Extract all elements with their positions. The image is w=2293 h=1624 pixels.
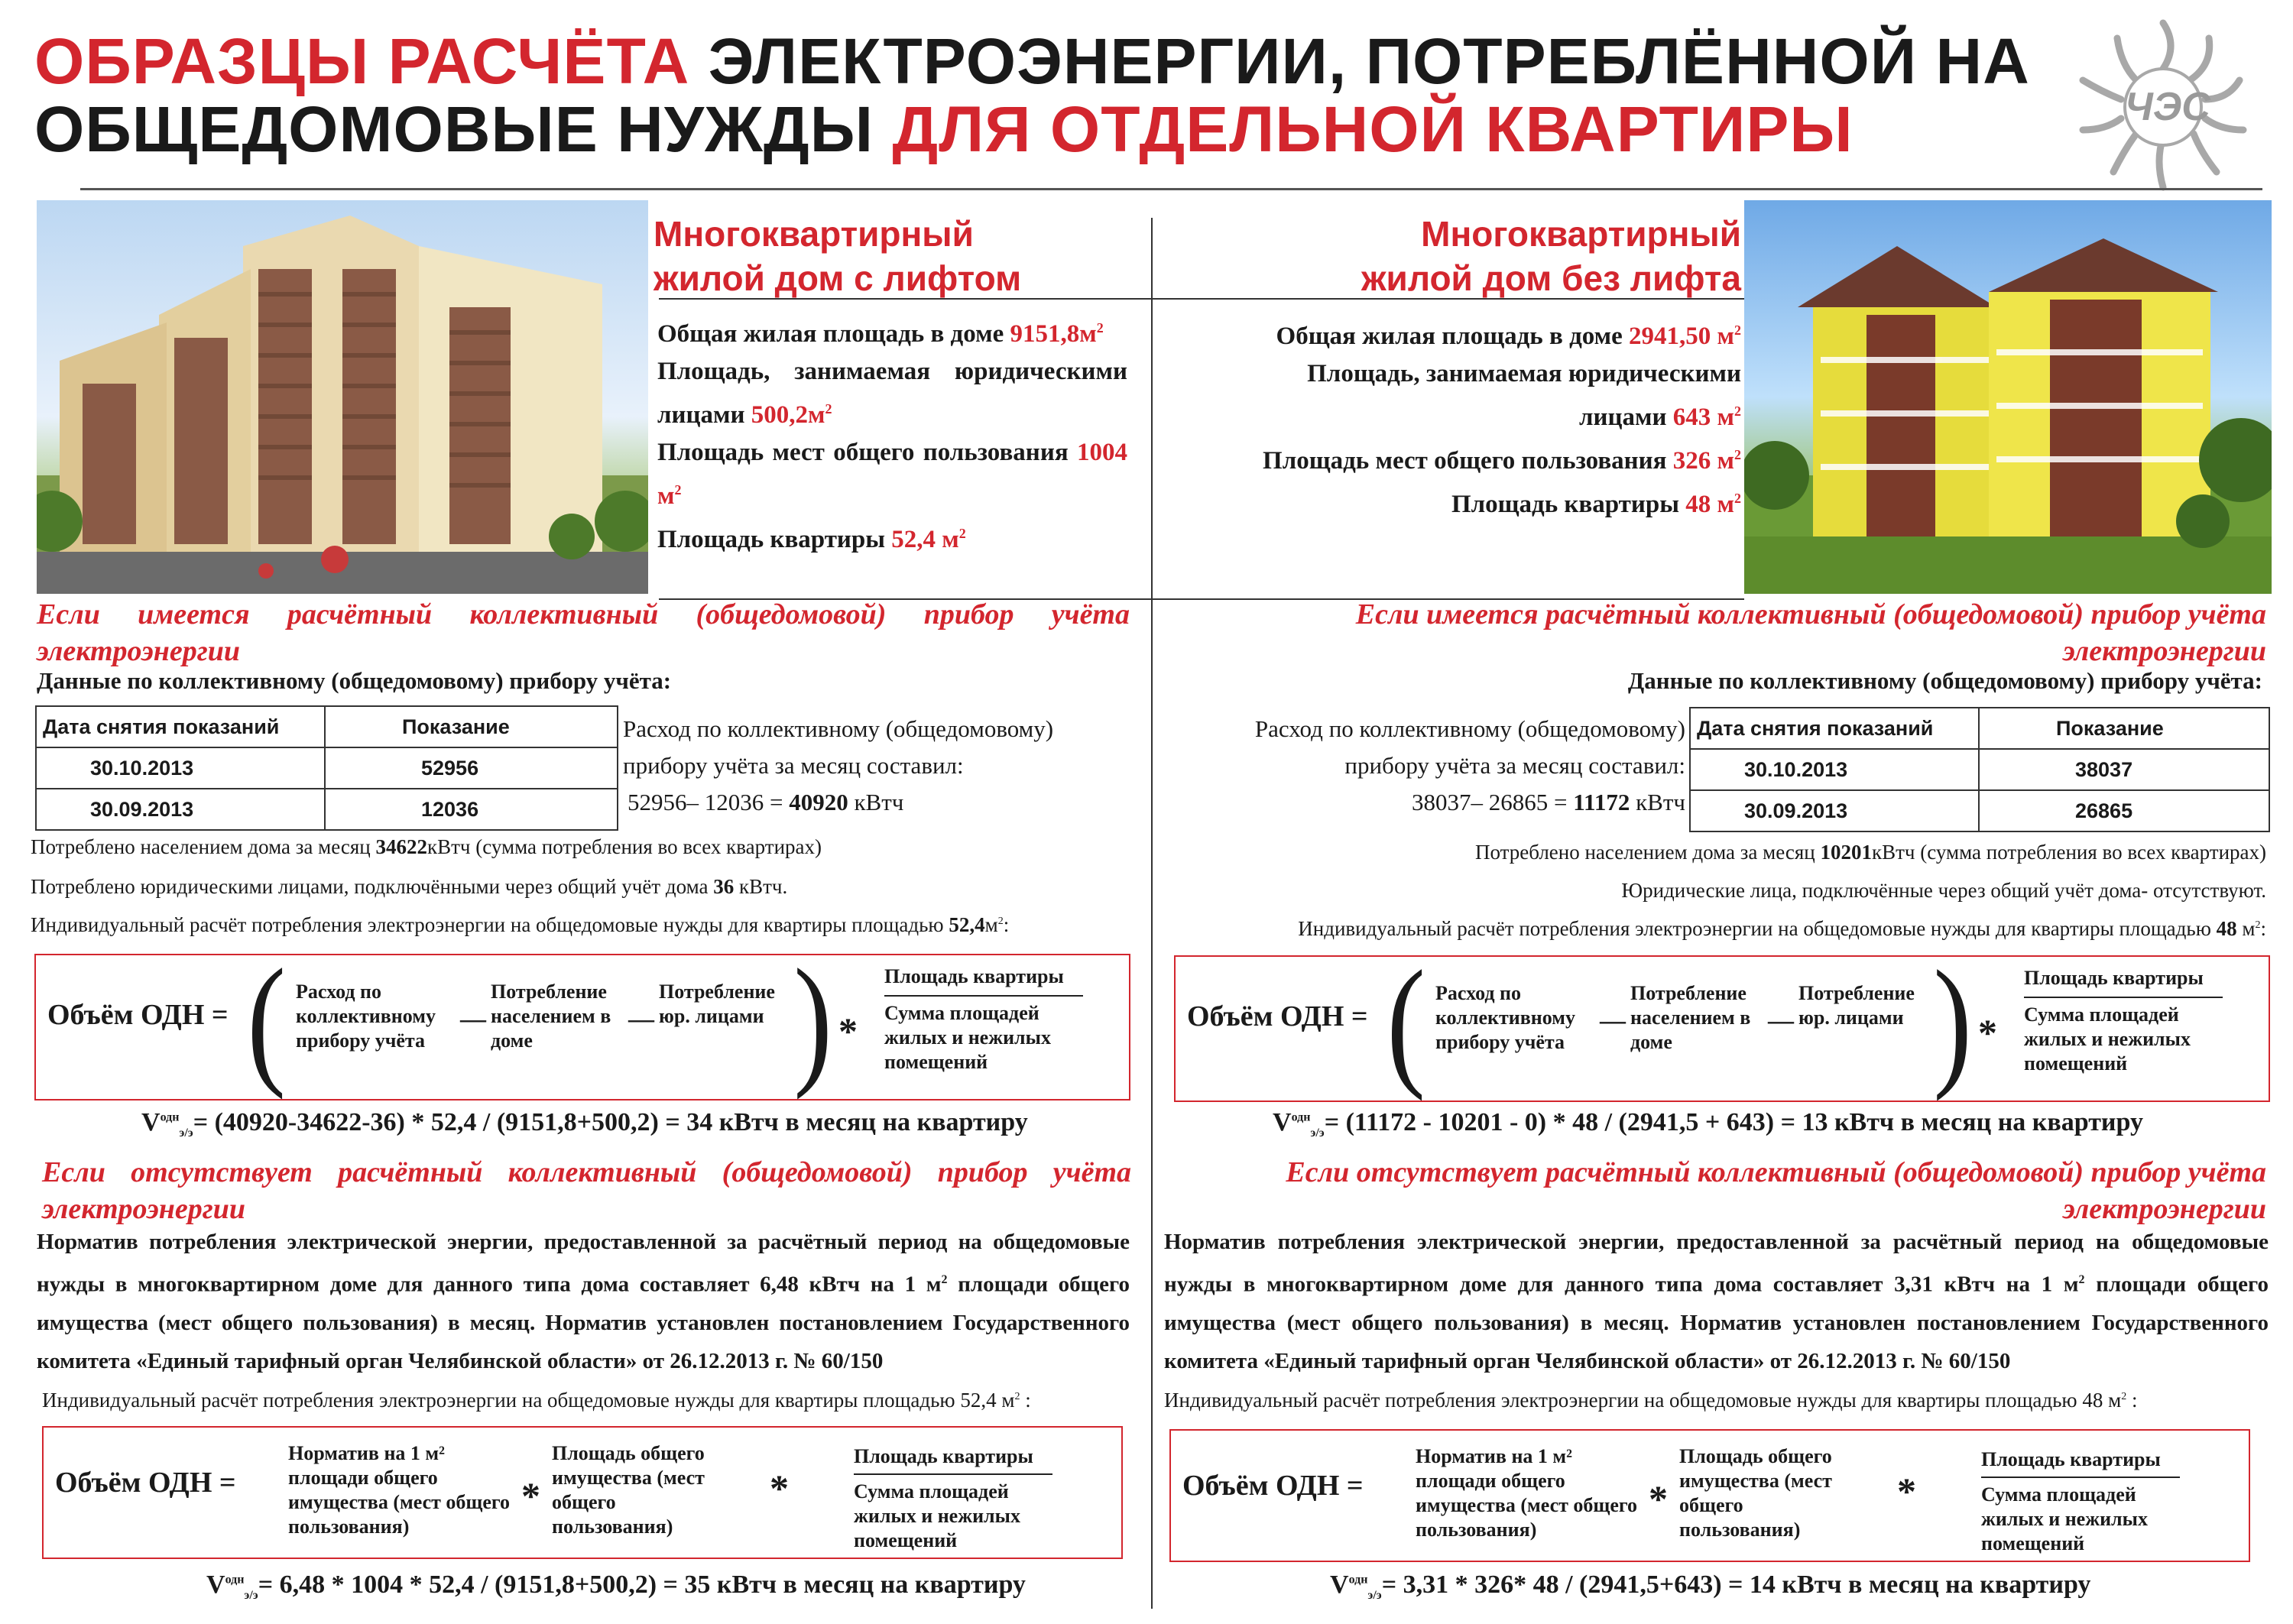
- right-total-value: 2941,50 м: [1629, 323, 1734, 350]
- formula-denominator: Сумма площадей жилых и нежилых помещений: [854, 1480, 1020, 1551]
- right-house-title: [1361, 212, 1741, 300]
- right-table-header-date: Дата снятия показаний: [1690, 708, 1979, 749]
- formula-term-common-area: Площадь общего имущества (мест общего пользования): [1679, 1445, 1832, 1541]
- left-table-header-date: Дата снятия показаний: [36, 706, 325, 747]
- right-result2: $V^{одн}_{э/э}= 3,31 * 326*$ 48 / (2941,5+643) = 14 кВтч в месяц на квартиру: [1330, 1571, 2091, 1602]
- table-row: 30.09.2013 12036: [36, 789, 618, 830]
- left-paren: (: [247, 940, 286, 1100]
- right-flat-label: Площадь квартиры: [1451, 491, 1680, 518]
- company-logo: [2064, 8, 2262, 199]
- right-result1: $V^{одн}_{э/э}= (11172 - 10201 - 0) * 48 / (2941,5 + 643) = 13$ кВтч в месяц на квартиру: [1273, 1108, 2143, 1139]
- formula-term-norm: Норматив на 1 м² площади общего имущества (мест общего пользования): [288, 1442, 511, 1538]
- table-row: 30.10.2013 52956: [36, 747, 618, 789]
- right-legal-usage: Юридические лица, подключённые через общий учёт дома- отсутствуют.: [1621, 879, 2266, 902]
- formula-denominator: Сумма площадей жилых и нежилых помещений: [2024, 1003, 2191, 1075]
- left-norm-text: Норматив потребления электрической энергии, предоставленной за расчётный период на общедомовые нужды в многоквартирном доме для данного типа дома составляет 6,48 кВтч на 1 $м^2$ площади общего имущества (мест общего пользования) в месяц. Норматив установлен постановлением Государственного комитета «Единый тарифный орган Челябинской области» от 26.12.2013 г. № 60/150: [37, 1230, 1130, 1373]
- left-result1: $V^{одн}_{э/э}= (40920-34622-36) * 52,4 / (9151,8+500,2) = 34$ кВтч в месяц на квартиру: [141, 1108, 1028, 1139]
- right-house-info: Общая жилая площадь в доме 2941,50 $м^2$ Площадь, занимаемая юридическими лицами 643 $м^2$ Площадь мест общего пользования 326 $м^2$ Площадь квартиры 48 $м^2$: [1263, 323, 1741, 518]
- left-case1-title: Если имеется расчётный коллективный (общедомовой) прибор учёта электроэнергии: [37, 598, 1130, 667]
- right-house-title-line-2: жилой дом без лифта: [1361, 258, 1741, 298]
- formula-term-legal: Потребление юр. лицами: [1798, 982, 1915, 1029]
- page-title-line-2: [34, 93, 1854, 165]
- formula-term-norm: Норматив на 1 м² площади общего имущества (мест общего пользования): [1416, 1445, 1638, 1541]
- right-meter-table: [1689, 707, 2270, 832]
- formula-numerator: Площадь квартиры: [884, 965, 1064, 987]
- right-case2-title: Если отсутствует расчётный коллективный (общедомовой) прибор учёта электроэнергии: [1286, 1156, 2266, 1225]
- formula-term-legal: Потребление юр. лицами: [659, 981, 775, 1027]
- right-flat-value: 48 м: [1685, 491, 1734, 518]
- left-total-value: 9151,8м: [1010, 320, 1097, 348]
- right-norm-text: Норматив потребления электрической энергии, предоставленной за расчётный период на общедомовые нужды в многоквартирном доме для данного типа дома составляет 3,31 кВтч на 1 $м^2$ площади общего имущества (мест общего пользования) в месяц. Норматив установлен постановлением Государственного комитета «Единый тарифный орган Челябинской области» от 26.12.2013 г. № 60/150: [1164, 1230, 2269, 1373]
- title-red-part-2: ДЛЯ ОТДЕЛЬНОЙ КВАРТИРЫ: [892, 93, 1854, 165]
- right-common-value: 326 м: [1672, 447, 1734, 475]
- right-paren: ): [793, 940, 832, 1100]
- formula-numerator: Площадь квартиры: [854, 1445, 1033, 1467]
- right-case1-title: Если имеется расчётный коллективный (общедомовой) прибор учёта электроэнергии: [1355, 598, 2266, 667]
- formula-label: Объём ОДН =: [47, 999, 229, 1031]
- title-black-part: ЭЛЕКТРОЭНЕРГИИ, ПОТРЕБЛЁННОЙ НА: [708, 25, 2030, 97]
- right-house-title-line-1: Многоквартирный: [1421, 214, 1741, 254]
- left-indiv2-caption: Индивидуальный расчёт потребления электроэнергии на общедомовые нужды для квартиры площадью 52,4 $м^2$ :: [42, 1389, 1031, 1412]
- table-row: 30.10.2013 38037: [1690, 749, 2269, 790]
- left-table-header-value: Показание: [325, 706, 618, 747]
- left-formula2-box: Объём ОДН = Норматив на 1 м² площади общего имущества (мест общего пользования) * Площадь общего имущества (мест общего пользования) * Площадь квартиры Сумма площадей жилых и нежилых помещений: [42, 1426, 1123, 1559]
- left-legal-label: Площадь, занимаемая юридическими лицами: [657, 358, 1127, 429]
- left-legal-value: 500,2м: [751, 401, 825, 429]
- building-with-elevator-photo: [37, 200, 648, 594]
- left-indiv-calc-caption: Индивидуальный расчёт потребления электроэнергии на общедомовые нужды для квартиры площадью $52,4м^2$:: [31, 913, 1010, 936]
- building-without-elevator-photo: [1744, 200, 2272, 594]
- left-common-label: Площадь мест общего пользования: [657, 439, 1069, 466]
- left-house-title: [654, 212, 1021, 300]
- left-legal-usage: Потреблено юридическими лицами, подключёнными через общий учёт дома 36 кВтч.: [31, 875, 788, 898]
- header-rule: [80, 188, 2262, 190]
- left-paren: (: [1387, 942, 1425, 1102]
- left-case2-title: Если отсутствует расчётный коллективный (общедомовой) прибор учёта электроэнергии: [42, 1156, 1131, 1225]
- right-legal-value: 643 м: [1672, 404, 1734, 431]
- formula-denominator: Сумма площадей жилых и нежилых помещений: [1981, 1483, 2148, 1554]
- left-meter-table: [35, 705, 618, 831]
- left-house-title-line-2: жилой дом с лифтом: [654, 258, 1022, 298]
- left-usage-calc: Расход по коллективному (общедомовому) прибору учёта за месяц составил: 52956– 12036 = 40920 кВтч: [623, 715, 1054, 815]
- right-indiv-calc-caption: Индивидуальный расчёт потребления электроэнергии на общедомовые нужды для квартиры площадью 48 $м^2$:: [1298, 917, 2266, 940]
- left-total-label: Общая жилая площадь в доме: [657, 320, 1004, 348]
- left-formula1-box: Объём ОДН = ( Расход по коллективному прибору учёта — Потребление населением в доме — Потребление юр. лицами ) * Площадь квартиры Сумма площадей жилых и нежилых помещений: [34, 954, 1130, 1100]
- right-formula1-box: Объём ОДН = ( Расход по коллективному прибору учёта — Потребление населением в доме — Потребление юр. лицами ) * Площадь квартиры Сумма площадей жилых и нежилых помещений: [1174, 955, 2270, 1102]
- table-row: 30.09.2013 26865: [1690, 790, 2269, 831]
- left-flat-label: Площадь квартиры: [657, 526, 886, 553]
- title-red-part: ОБРАЗЦЫ РАСЧЁТА: [34, 25, 690, 97]
- formula-label: Объём ОДН =: [1182, 1470, 1364, 1502]
- formula-term-consumption: Расход по коллективному прибору учёта: [296, 981, 436, 1052]
- right-population-usage: Потреблено населением дома за месяц 10201кВтч (сумма потребления во всех квартирах): [1475, 841, 2266, 864]
- formula-label: Объём ОДН =: [55, 1467, 236, 1499]
- right-formula2-box: Объём ОДН = Норматив на 1 м² площади общего имущества (мест общего пользования) * Площадь общего имущества (мест общего пользования) * Площадь квартиры Сумма площадей жилых и нежилых помещений: [1169, 1429, 2250, 1562]
- left-meter-caption: Данные по коллективному (общедомовому) прибору учёта:: [37, 667, 672, 694]
- formula-term-consumption: Расход по коллективному прибору учёта: [1435, 982, 1575, 1053]
- right-common-label: Площадь мест общего пользования: [1263, 447, 1667, 475]
- left-population-usage: Потреблено населением дома за месяц 34622кВтч (сумма потребления во всех квартирах): [31, 835, 822, 858]
- right-meter-caption: Данные по коллективному (общедомовому) прибору учёта:: [1627, 667, 2262, 694]
- left-house-title-line-1: Многоквартирный: [654, 214, 974, 254]
- formula-numerator: Площадь квартиры: [2024, 967, 2204, 989]
- logo-text: ЧЭС: [2125, 85, 2210, 129]
- right-legal-label-1: Площадь, занимаемая юридическими: [1307, 360, 1741, 387]
- formula-term-population: Потребление населением в доме: [491, 981, 611, 1052]
- right-usage-calc: Расход по коллективному (общедомовому) прибору учёта за месяц составил: 38037– 26865 = 11172 кВтч: [1254, 715, 1685, 815]
- left-result2: $V^{одн}_{э/э}= 6,48 * 1004 * 52,4 / (9151,8+500,2) = 35$ кВтч в месяц на квартиру: [206, 1571, 1026, 1602]
- right-indiv2-caption: Индивидуальный расчёт потребления электроэнергии на общедомовые нужды для квартиры площадью 48 $м^2$ :: [1164, 1389, 2138, 1412]
- formula-denominator: Сумма площадей жилых и нежилых помещений: [884, 1002, 1051, 1073]
- title-black-part-2: ОБЩЕДОМОВЫЕ НУЖДЫ: [34, 93, 874, 165]
- formula-label: Объём ОДН =: [1187, 1000, 1368, 1032]
- left-common-value: 1004 м: [657, 439, 1128, 510]
- page-title-line-1: [34, 25, 2030, 97]
- left-house-info: Общая жилая площадь в доме $9151,8м^2$ Площадь, занимаемая юридическими лицами $500,2м^2$ Площадь мест общего пользования 1004 $м^2$ Площадь квартиры 52,4 $м^2$: [657, 320, 1128, 553]
- formula-term-population: Потребление населением в доме: [1630, 982, 1751, 1053]
- right-total-label: Общая жилая площадь в доме: [1276, 323, 1623, 350]
- right-paren: ): [1933, 942, 1972, 1102]
- formula-numerator: Площадь квартиры: [1981, 1448, 2161, 1470]
- formula-term-common-area: Площадь общего имущества (мест общего пользования): [552, 1442, 705, 1538]
- column-divider: [1151, 218, 1153, 1609]
- left-flat-value: 52,4 м: [891, 526, 959, 553]
- right-legal-label-2: лицами: [1578, 404, 1667, 431]
- right-table-header-value: Показание: [1979, 708, 2269, 749]
